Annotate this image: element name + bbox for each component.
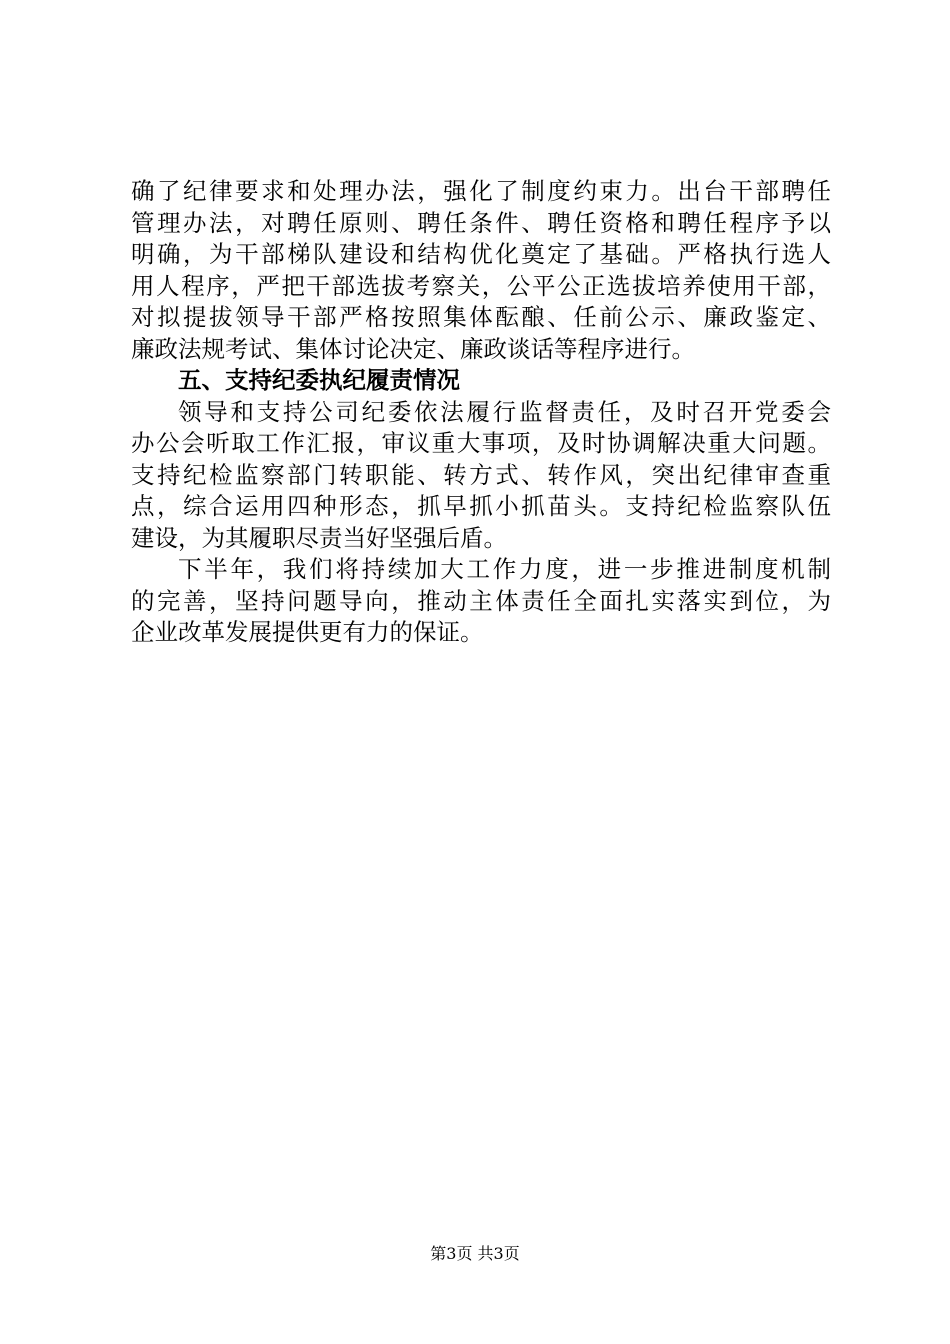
paragraph-personnel — [131, 176, 831, 365]
section-heading: 五、支持纪委执纪履责情况 — [178, 366, 460, 394]
text-line: 点，综合运用四种形态，抓早抓小抓苗头。支持纪检监察队伍 — [131, 492, 831, 520]
paragraph-discipline-support — [131, 397, 831, 555]
text-line: 确了纪律要求和处理办法，强化了制度约束力。出台干部聘任 — [131, 177, 831, 205]
page-number: 第3页 共3页 — [430, 1244, 520, 1263]
text-line: 的完善，坚持问题导向，推动主体责任全面扎实落实到位，为 — [131, 586, 831, 615]
page-footer — [0, 1243, 950, 1265]
text-line: 用人程序，严把干部选拔考察关，公平公正选拔培养使用干部， — [131, 271, 831, 300]
text-line: 下半年，我们将持续加大工作力度，进一步推进制度机制 — [178, 555, 831, 583]
text-line: 管理办法，对聘任原则、聘任条件、聘任资格和聘任程序予以 — [131, 208, 831, 237]
text-line: 办公会听取工作汇报，审议重大事项，及时协调解决重大问题。 — [131, 429, 831, 457]
text-line: 对拟提拔领导干部严格按照集体酝酿、任前公示、廉政鉴定、 — [131, 303, 831, 331]
paragraph-closing — [131, 554, 831, 649]
text-line: 建设，为其履职尽责当好坚强后盾。 — [131, 523, 507, 552]
document-body — [131, 176, 831, 649]
text-line: 领导和支持公司纪委依法履行监督责任，及时召开党委会 — [178, 397, 831, 426]
text-line: 廉政法规考试、集体讨论决定、廉政谈话等程序进行。 — [131, 334, 695, 363]
text-line: 明确，为干部梯队建设和结构优化奠定了基础。严格执行选人 — [131, 240, 831, 268]
text-line: 企业改革发展提供更有力的保证。 — [131, 618, 484, 646]
text-line: 支持纪检监察部门转职能、转方式、转作风，突出纪律审查重 — [131, 460, 831, 489]
